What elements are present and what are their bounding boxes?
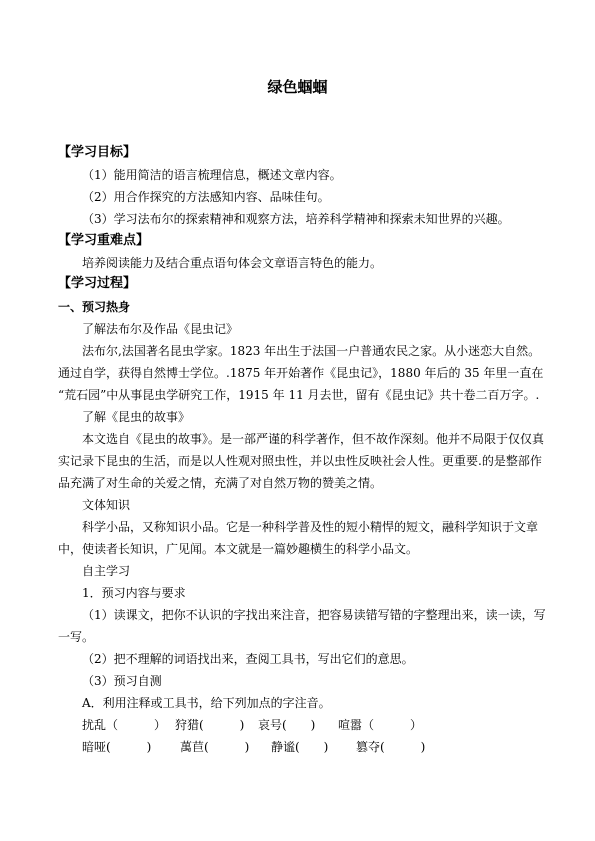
book-paragraph-line: 本文选自《昆虫的故事》。是一部严谨的科学著作，但不故作深刻。他并不局限于仅仅真	[82, 432, 545, 446]
pinyin-blank-item[interactable]: 狩猎( )	[175, 718, 245, 732]
pinyin-blank-item[interactable]: 萬苣( )	[180, 740, 250, 754]
page-title: 绿色蝈蝈	[267, 78, 328, 96]
goal-item: （1）能用简洁的语言梳理信息，概述文章内容。	[82, 168, 342, 182]
requirement-line: （3）预习自测	[82, 674, 162, 688]
author-paragraph-line: “荒石园”中从事昆虫学研究工作，1915 年 11 月去世，留有《昆虫记》共十卷二百万字。.	[58, 388, 540, 402]
key-points-heading: 【学习重难点】	[58, 233, 150, 248]
pinyin-blank-item[interactable]: 静谧( )	[271, 740, 329, 754]
requirement-line: （2）把不理解的词语找出来，查阅工具书，写出它们的意思。	[82, 652, 414, 666]
pinyin-blank-item[interactable]: 篡夺( )	[356, 740, 426, 754]
author-paragraph-line: 通过自学，获得自然博士学位。.1875 年开始著作《昆虫记》，1880 年后的 35 年里一直在	[58, 366, 544, 380]
goals-heading: 【学习目标】	[58, 145, 137, 160]
author-paragraph-line: 法布尔,法国著名昆虫学家。1823 年出生于法国一户普通农民之家。从小迷恋大自然。	[82, 344, 541, 358]
genre-paragraph-line: 科学小品，又称知识小品。它是一种科学普及性的短小精悍的短文，融科学知识于文章	[82, 520, 539, 534]
requirement-line: （1）读课文，把你不认识的字找出来注音，把容易读错写错的字整理出来，读一读，写	[82, 608, 546, 622]
genre-paragraph-line: 中，使读者长知识，广见闻。本文就是一篇妙趣横生的科学小品文。	[58, 542, 419, 556]
about-book-label: 了解《昆虫的故事》	[82, 410, 191, 424]
requirement-line: 一写。	[58, 630, 95, 644]
goal-item: （2）用合作探究的方法感知内容、品味佳句。	[82, 190, 330, 204]
pinyin-blank-item[interactable]: 暗哑( )	[82, 740, 152, 754]
key-points-text: 培养阅读能力及结合重点语句体会文章语言特色的能力。	[82, 256, 383, 270]
preview-label: 1．预习内容与要求	[82, 586, 186, 600]
task-a-instruction: A．利用注释或工具书，给下列加点的字注音。	[82, 696, 331, 710]
book-paragraph-line: 实记录下昆虫的生活，而是以人性观对照虫性，并以虫性反映社会人性。更重要.的是整部作	[58, 454, 542, 468]
part1-heading: 一、预习热身	[58, 300, 131, 314]
process-heading: 【学习过程】	[58, 276, 137, 291]
pinyin-blank-item[interactable]: 哀号( )	[258, 718, 316, 732]
pinyin-blank-item[interactable]: 扰乱（ ）	[82, 718, 167, 732]
about-author-label: 了解法布尔及作品《昆虫记》	[82, 322, 239, 336]
goal-item: （3）学习法布尔的探索精神和观察方法，培养科学精神和探索未知世界的兴趣。	[82, 212, 510, 226]
self-study-label: 自主学习	[82, 564, 131, 578]
pinyin-blank-item[interactable]: 喧嚣（ ）	[338, 718, 423, 732]
book-paragraph-line: 品充满了对生命的关爱之情，充满了对自然万物的赞美之情。	[58, 476, 383, 490]
genre-label: 文体知识	[82, 498, 131, 512]
